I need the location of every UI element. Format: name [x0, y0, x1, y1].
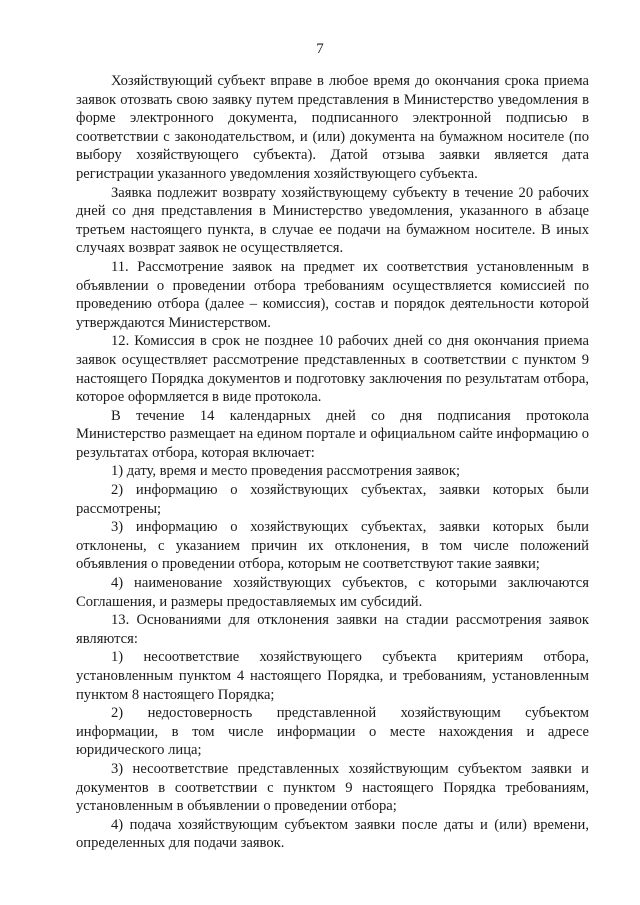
list-item-criteria-mismatch: 1) несоответствие хозяйствующего субъекта критериям отбора, установленным пунктом 4 настоящего Порядка, и требованиям, установленным пунктом 8 настоящего Порядка;	[76, 649, 589, 703]
paragraph-withdrawal: Хозяйствующий субъект вправе в любое время до окончания срока приема заявок отозвать свою заявку путем представления в Министерство уведомления в форме электронного документа, подписанного электронной подписью в соответствии с законодательством, и (или) документа на бумажном носителе (по выбору хозяйствующего субъекта). Датой отзыва заявки является дата регистрации указанного уведомления хозяйствующего субъекта.	[76, 73, 589, 182]
list-item-date-time-place: 1) дату, время и место проведения рассмотрения заявок;	[111, 463, 460, 480]
list-item-late-submission: 4) подача хозяйствующим субъектом заявки после даты и (или) времени, определенных для подачи заявок.	[76, 816, 589, 852]
document-body	[76, 72, 589, 853]
list-item-rejected-subjects: 3) информацию о хозяйствующих субъектах, заявки которых были отклонены, с указанием причин их отклонения, в том числе положений объявления о проведении отбора, которым не соответствуют такие заявки;	[76, 519, 589, 573]
list-item-agreements: 4) наименование хозяйствующих субъектов, с которыми заключаются Соглашения, и размеры предоставляемых им субсидий.	[76, 575, 589, 610]
paragraph-publication: В течение 14 календарных дней со дня подписания протокола Министерство размещает на едином портале и официальном сайте информацию о результатах отбора, которая включает:	[76, 407, 589, 461]
list-item-reviewed-subjects: 2) информацию о хозяйствующих субъектах, заявки которых были рассмотрены;	[76, 482, 589, 517]
list-item-unreliable-info: 2) недостоверность представленной хозяйствующим субъектом информации, в том числе информации о месте нахождения и адресе юридического лица;	[76, 705, 589, 759]
paragraph-clause-13: 13. Основаниями для отклонения заявки на стадии рассмотрения заявок являются:	[76, 612, 589, 647]
paragraph-return: Заявка подлежит возврату хозяйствующему субъекту в течение 20 рабочих дней со дня представления в Министерство уведомления, указанного в абзаце третьем настоящего пункта, в случае ее подачи на бумажном носителе. В иных случаях возврат заявок не осуществляется.	[76, 184, 589, 257]
paragraph-clause-11: 11. Рассмотрение заявок на предмет их соответствия установленным в объявлении о проведении отбора требованиям осуществляется комиссией по проведению отбора (далее – комиссия), состав и порядок деятельности которой утверждаются Министерством.	[76, 258, 589, 331]
page-number: 7	[316, 41, 324, 57]
list-item-documents-mismatch: 3) несоответствие представленных хозяйствующим субъектом заявки и документов в соответствии с пунктом 9 настоящего Порядка требованиям, установленным в объявлении о проведении отбора;	[76, 760, 589, 815]
paragraph-clause-12: 12. Комиссия в срок не позднее 10 рабочих дней со дня окончания приема заявок осуществляет рассмотрение представленных в соответствии с пунктом 9 настоящего Порядка документов и подготовку заключения по результатам отбора, которое оформляется в виде протокола.	[76, 333, 589, 406]
